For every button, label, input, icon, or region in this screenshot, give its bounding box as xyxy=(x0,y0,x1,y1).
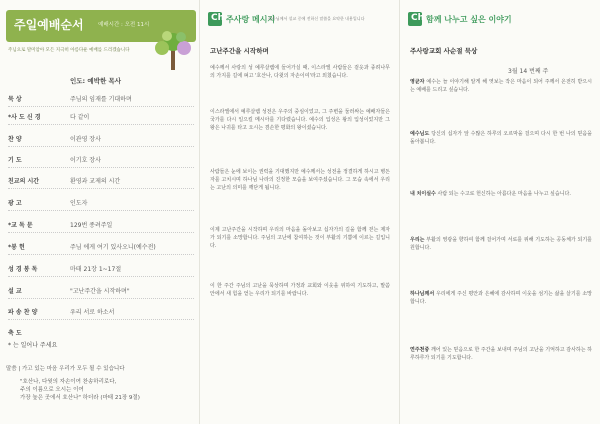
article-paragraph: 사람들은 눈에 보이는 권력을 기대했지만 예수께서는 성전을 정결하게 하시고 병든 자를 고치시며 하나님 나라의 진정한 모습을 보여주셨습니다. 그 모습 속에서 우리는 고난의 의미를 깨닫게 됩니다. xyxy=(210,169,390,192)
order-row xyxy=(8,307,194,319)
order-row xyxy=(8,198,194,210)
order-value: "고난주간을 시작하며" xyxy=(70,288,130,295)
order-label: 묵 상 xyxy=(8,96,22,103)
order-value: 우리 서로 하소서 xyxy=(70,309,115,316)
entry-name: 영균자 xyxy=(410,79,425,85)
entry-text: 우리에게 주신 평안과 은혜에 감사하며 이웃을 섬기는 삶을 살기를 소망합니다. xyxy=(410,291,592,306)
sharing-entry xyxy=(410,190,592,198)
sharing-entry xyxy=(410,290,592,306)
story-date: 3월 14 번째 주 xyxy=(508,68,549,75)
entry-name: 내 치이실수 xyxy=(410,191,436,197)
order-row xyxy=(8,264,194,276)
sharing-heading xyxy=(408,10,593,30)
scripture-quote xyxy=(20,378,190,402)
sharing-column xyxy=(400,0,600,424)
article-title: 고난주간을 시작하며 xyxy=(210,47,269,55)
quote-line: 주의 이름으로 오시는 이여 xyxy=(20,387,84,393)
order-value: 마태 21장 1~17절 xyxy=(70,266,122,273)
entry-text: 깨어 있는 믿음으로 한 주간을 보내며 주님의 고난을 기억하고 감사하는 하루하루가 되기를 기도합니다. xyxy=(410,347,593,362)
entry-name: 예수님도 xyxy=(410,131,430,137)
sharing-entry xyxy=(410,236,592,252)
order-label: *교 독 문 xyxy=(8,222,33,229)
article-paragraph: 이스라엘에서 예루살렘 성전은 우주의 중심이었고, 그 주변을 둘러싸는 예배자들은 국가를 다시 일으킬 메시아를 기다렸습니다. 예수의 입성은 왕의 입성이었지만 그 왕은 나귀를 타고 오시는 겸손한 평화의 왕이셨습니다. xyxy=(210,109,390,132)
badge-icon: Ch xyxy=(408,12,422,26)
order-row xyxy=(8,112,194,124)
worship-title: 주일예배순서 xyxy=(14,18,84,32)
entry-text: 사람 되는 수고로 헌신하는 아름다운 마음을 나누고 싶습니다. xyxy=(437,191,571,197)
order-label: 설 교 xyxy=(8,288,22,295)
order-row xyxy=(8,134,194,146)
order-label: 친교의 시간 xyxy=(8,178,40,185)
order-label: 파 송 찬 양 xyxy=(8,309,38,316)
order-row xyxy=(8,242,194,254)
order-label: 찬 양 xyxy=(8,136,22,143)
order-row xyxy=(8,340,194,352)
entry-name: 우리는 xyxy=(410,237,425,243)
order-label: 성 경 봉 독 xyxy=(8,266,38,273)
worship-time: 예배시간 : 오전 11시 xyxy=(98,22,150,28)
order-row xyxy=(8,328,194,340)
order-label: *사 도 신 경 xyxy=(8,114,41,121)
order-row xyxy=(8,286,194,298)
entry-text: 부활의 영광을 향하여 함께 걸어가며 서로를 위해 기도하는 공동체가 되기를 원합니다. xyxy=(410,237,592,252)
order-value: 주님의 임재를 기대하며 xyxy=(70,96,132,103)
entry-name: 하나님께서 xyxy=(410,291,435,297)
section-note: 목사님께서 설교 중에 전하신 말씀을 요약한 내용입니다 xyxy=(268,16,365,21)
entry-text: 당신의 십자가 앞 수많은 하루의 오르막을 걸으며 다시 한 번 나의 믿음을 돌아봅니다. xyxy=(410,131,592,146)
article-paragraph: 예수께서 사랑의 성 예루살렘에 들어가실 때, 이스라엘 사람들은 겉옷과 종려나무의 가지를 길에 펴고 '호산나, 다윗의 자손이여'라고 외쳤습니다. xyxy=(210,65,390,80)
order-label: 광 고 xyxy=(8,200,22,207)
order-label: * 는 일어나 주세요 xyxy=(8,342,58,349)
message-column xyxy=(200,0,400,424)
message-heading xyxy=(208,10,393,30)
order-row xyxy=(8,94,194,106)
order-label: *봉 헌 xyxy=(8,244,25,251)
order-row xyxy=(8,176,194,188)
worship-order-column xyxy=(0,0,200,424)
worship-leader: 인도: 예박한 목사 xyxy=(70,77,122,85)
sharing-entry xyxy=(410,78,592,94)
order-value: 인도자 xyxy=(70,200,88,207)
order-value: 주님 에게 여기 있사오니(예수전) xyxy=(70,244,156,251)
order-label: 축 도 xyxy=(8,330,22,337)
order-value: 이관영 장사 xyxy=(70,136,101,143)
quote-line: 가장 높은 곳에서 호산나" 하더라 (마태 21장 9절) xyxy=(20,395,140,401)
article-paragraph: 이 한 주간 주님의 고난을 묵상하며 가정과 교회와 이웃을 위하여 기도하고, 말씀 안에서 새 힘을 얻는 우리가 되기를 바랍니다. xyxy=(210,283,390,298)
entry-name: 연주천중 xyxy=(410,347,430,353)
quote-line: "호산나, 다윗의 자손이여 찬송하리로다, xyxy=(20,379,117,385)
order-row xyxy=(8,220,194,232)
sharing-entry xyxy=(410,346,592,362)
order-value: 환영과 교제의 시간 xyxy=(70,178,121,185)
section-title: 주사랑 메시지 xyxy=(226,15,276,24)
order-value: 이기호 장사 xyxy=(70,157,101,164)
entry-text: 예수는 늘 이야기해 알게 해 엿보는 작은 마음이 되어 주께서 온전히 받으시는 예배를 드리고 싶습니다. xyxy=(410,79,592,94)
section-title: 함께 나누고 싶은 이야기 xyxy=(426,15,512,24)
article-paragraph: 이제 고난주간을 시작하며 우리의 마음을 돌아보고 십자가의 길을 함께 걷는 제자가 되기를 소망합니다. 주님의 고난에 참여하는 것이 부활의 기쁨에 이르는 길입니다. xyxy=(210,227,390,250)
order-value: 129번 종려주일 xyxy=(70,222,113,229)
worship-note: 말씀 | 가고 있는 마음 우리가 모두 될 수 있습니다 xyxy=(6,366,125,372)
sharing-entry xyxy=(410,130,592,146)
order-label: 기 도 xyxy=(8,157,22,164)
order-row xyxy=(8,155,194,167)
story-title: 주사랑교회 사순절 묵상 xyxy=(410,47,478,55)
tree-icon xyxy=(150,28,196,72)
worship-subtitle: 주님으로 말미암아 모든 지극히 아름다운 예배를 드리겠습니다 xyxy=(8,48,130,53)
order-value: 다 같이 xyxy=(70,114,90,121)
badge-icon: Ch xyxy=(208,12,222,26)
